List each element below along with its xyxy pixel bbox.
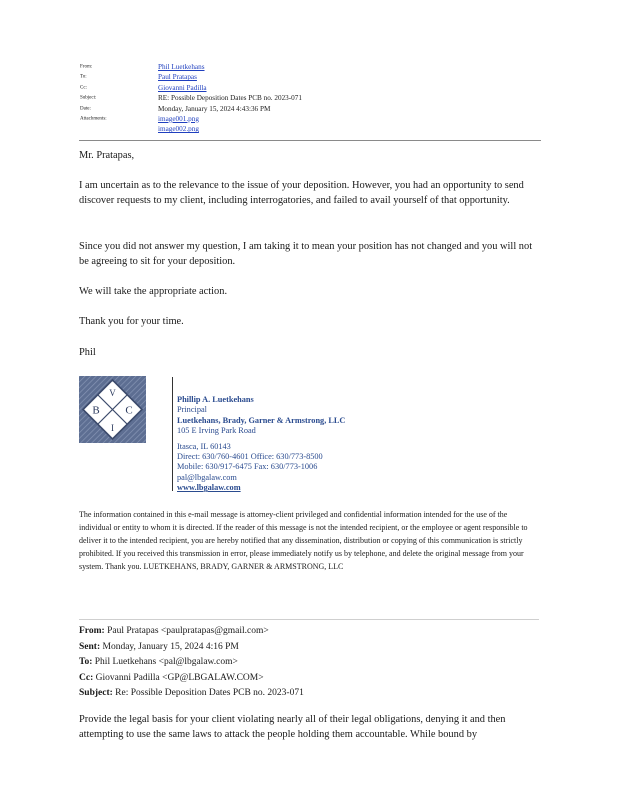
body-paragraph: I am uncertain as to the relevance to the issue of your deposition. However, you had an opportunity to send discover requests to my client, including interrogatories, and failed to avail yourself of that opportunity.	[79, 180, 524, 207]
quoted-from-row	[79, 624, 539, 640]
attachments-label: Attachments:	[80, 116, 107, 122]
quoted-cc-row	[79, 671, 539, 687]
logo-letter-c: C	[125, 404, 133, 417]
header-attachments-row-2	[80, 124, 540, 134]
signature-website-link[interactable]: www.lbgalaw.com	[177, 483, 241, 493]
firm-logo	[79, 376, 146, 443]
from-link[interactable]: Phil Luetkehans	[158, 63, 205, 71]
reply-separator	[79, 619, 539, 620]
quoted-sent-value: Monday, January 15, 2024 4:16 PM	[102, 641, 239, 652]
cc-label: Cc:	[80, 85, 87, 91]
quoted-to-value: Phil Luetkehans <pal@lbgalaw.com>	[94, 657, 238, 667]
logo-letter-i: I	[111, 423, 114, 433]
confidentiality-notice: The information contained in this e-mail message is attorney-client privileged and confidential information intended for the use of the individual or entity to whom it is directed. If the reader of this message is not the intended recipient, or the employee or agent responsible to deliver it to the intended recipient, you are hereby notified that any dissemination, distribution or copying of this communication is strictly prohibited. If you received this transmission in error, please immediately notify us by telephone, and delete the original message from your system. Thank you. LUETKEHANS, BRADY, GARNER & ARMSTRONG, LLC	[79, 510, 528, 571]
date-label: Date:	[80, 106, 91, 112]
quoted-to-label: To:	[79, 657, 93, 667]
signature-address-line: 105 E Irving Park Road	[177, 426, 256, 436]
cc-link[interactable]: Giovanni Padilla	[158, 83, 207, 92]
header-divider	[79, 140, 541, 141]
signature-address-line: Itasca, IL 60143	[177, 441, 231, 451]
to-link[interactable]: Paul Pratapas	[158, 73, 197, 82]
signature-firm: Luetkehans, Brady, Garner & Armstrong, LLC	[177, 415, 346, 425]
subject-label: Subject:	[80, 95, 97, 101]
date-value: Monday, January 15, 2024 4:43:36 PM	[158, 104, 271, 113]
body-paragraph: Since you did not answer my question, I am taking it to mean your position has not changed and you will not be agreeing to sit for your deposition.	[79, 241, 533, 268]
email-header	[80, 62, 540, 135]
from-label: From:	[80, 64, 93, 70]
quoted-sent-row	[79, 640, 539, 656]
signature-mobile-fax: Mobile: 630/917-6475 Fax: 630/773-1006	[177, 462, 318, 472]
signature-title: Principal	[177, 405, 207, 415]
attachment-link[interactable]: image001.png	[158, 114, 199, 123]
quoted-to-row	[79, 655, 539, 671]
quoted-subject-value: Re: Possible Deposition Dates PCB no. 2023-071	[115, 688, 304, 698]
quoted-cc-value: Giovanni Padilla <GP@LBGALAW.COM>	[95, 672, 264, 683]
signature-divider	[172, 377, 173, 491]
quoted-subject-label: Subject:	[79, 688, 113, 698]
quoted-from-label: From:	[79, 626, 105, 636]
signoff: Phil	[79, 347, 96, 358]
salutation: Mr. Pratapas,	[79, 150, 135, 161]
to-label: To:	[80, 74, 87, 80]
header-cc-row	[80, 83, 540, 93]
quoted-message	[79, 624, 539, 702]
header-subject-row	[80, 93, 540, 103]
quoted-subject-row	[79, 686, 539, 702]
signature-name: Phillip A. Luetkehans	[177, 395, 254, 404]
header-attachments-row	[80, 114, 540, 124]
body-paragraph: We will take the appropriate action.	[79, 286, 228, 297]
header-to-row	[80, 72, 540, 82]
logo-letter-b: B	[92, 404, 100, 417]
signature-block	[177, 395, 345, 494]
signature-email: pal@lbgalaw.com	[177, 472, 237, 482]
subject-value: RE: Possible Deposition Dates PCB no. 2023-071	[158, 94, 302, 103]
quoted-cc-label: Cc:	[79, 672, 94, 683]
attachment-link[interactable]: image002.png	[158, 125, 199, 134]
signature-phone: Direct: 630/760-4601 Office: 630/773-8500	[177, 452, 323, 462]
quoted-sent-label: Sent:	[79, 641, 101, 652]
header-from-row	[80, 62, 540, 72]
body-paragraph: Thank you for your time.	[79, 316, 184, 327]
header-date-row	[80, 104, 540, 114]
quoted-from-value: Paul Pratapas <paulpratapas@gmail.com>	[107, 626, 269, 636]
logo-letter-v: V	[109, 388, 116, 398]
quoted-body: Provide the legal basis for your client violating nearly all of their legal obligations, denying it and then attempting to use the same laws to attack the people holding them accountable. While bound by	[79, 714, 506, 741]
